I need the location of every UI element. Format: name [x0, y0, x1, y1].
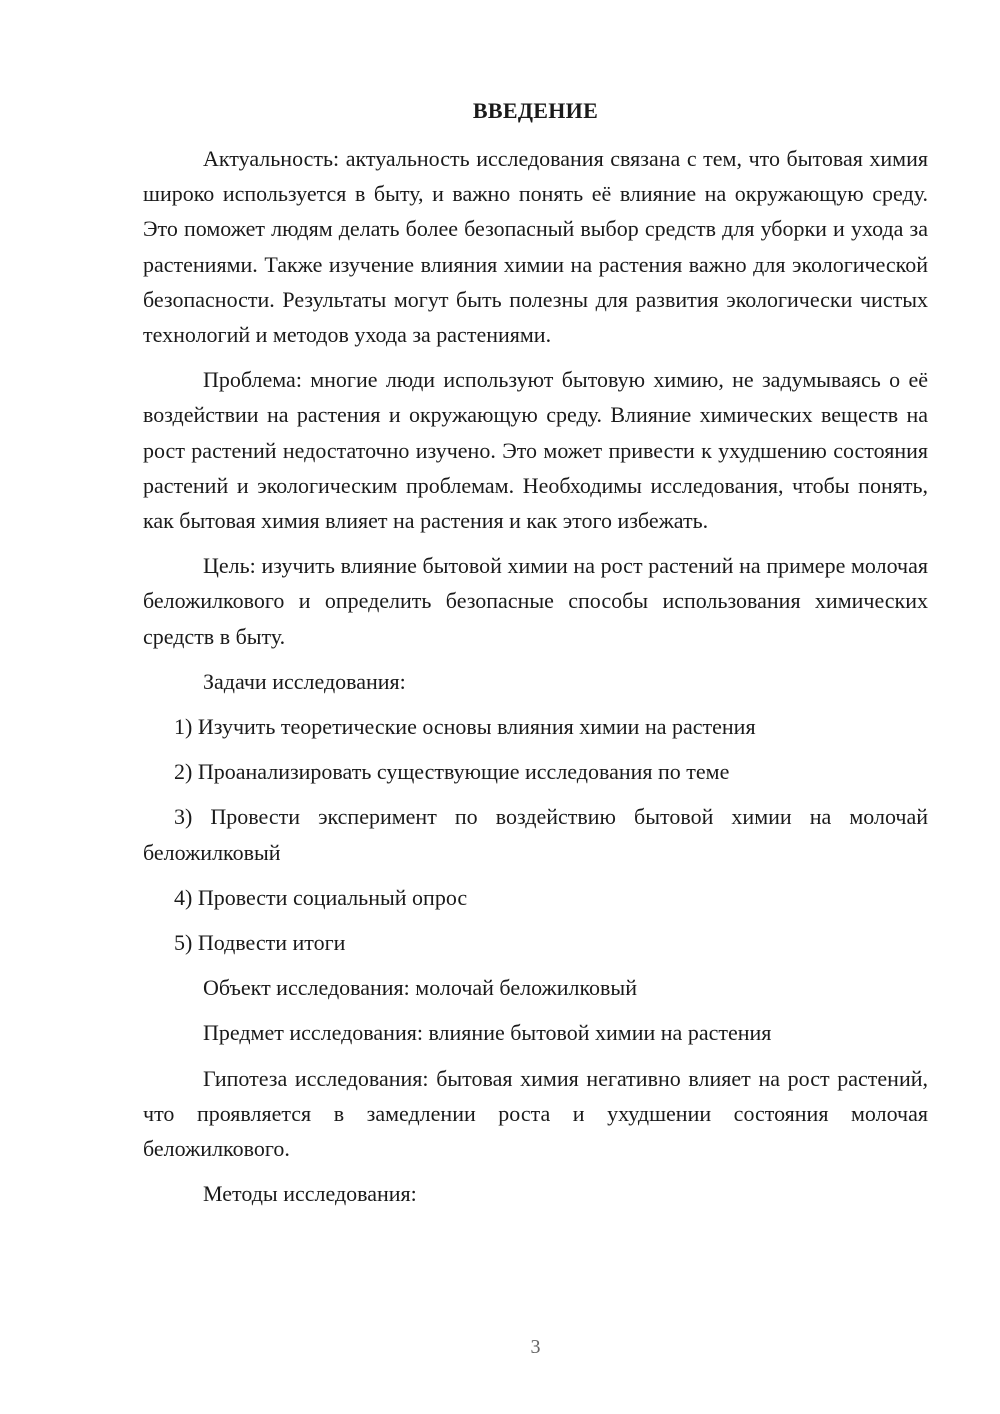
paragraph-problem: Проблема: многие люди используют бытовую химию, не задумываясь о её воздействии на растения и окружающую среду. Влияние химических веществ на рост растений недостаточно изучено. Это может привести к ухудшению состояния растений и экологическим проблемам. Необходимы исследования, чтобы понять, как бытовая химия влияет на растения и как этого избежать. [143, 367, 928, 534]
task-item-3: 3) Провести эксперимент по воздействию бытовой химии на молочай беложилковый [143, 804, 928, 865]
task-item-5: 5) Подвести итоги [174, 930, 346, 956]
task-item-2: 2) Проанализировать существующие исследования по теме [174, 759, 730, 785]
body-text [143, 141, 928, 1221]
paragraph-object: Объект исследования: молочай беложилковый [203, 975, 637, 1001]
task-item-1: 1) Изучить теоретические основы влияния химии на растения [174, 714, 756, 740]
page-number: 3 [530, 1336, 541, 1358]
paragraph-goal: Цель: изучить влияние бытовой химии на рост растений на примере молочая беложилкового и определить безопасные способы использования химических средств в быту. [143, 553, 928, 649]
paragraph-methods: Методы исследования: [203, 1181, 417, 1207]
paragraph-subject: Предмет исследования: влияние бытовой химии на растения [203, 1020, 772, 1046]
paragraph-relevance: Актуальность: актуальность исследования связана с тем, что бытовая химия широко используется в быту, и важно понять её влияние на окружающую среду. Это поможет людям делать более безопасный выбор средств для уборки и ухода за растениями. Также изучение влияния химии на растения важно для экологической безопасности. Результаты могут быть полезны для развития экологически чистых технологий и методов ухода за растениями. [143, 146, 928, 348]
paragraph-hypothesis: Гипотеза исследования: бытовая химия негативно влияет на рост растений, что проявляется в замедлении роста и ухудшении состояния молочая беложилкового. [143, 1065, 928, 1162]
task-item-4: 4) Провести социальный опрос [174, 884, 468, 910]
section-title: ВВЕДЕНИЕ [472, 98, 599, 123]
paragraph-tasks-heading: Задачи исследования: [203, 668, 406, 694]
